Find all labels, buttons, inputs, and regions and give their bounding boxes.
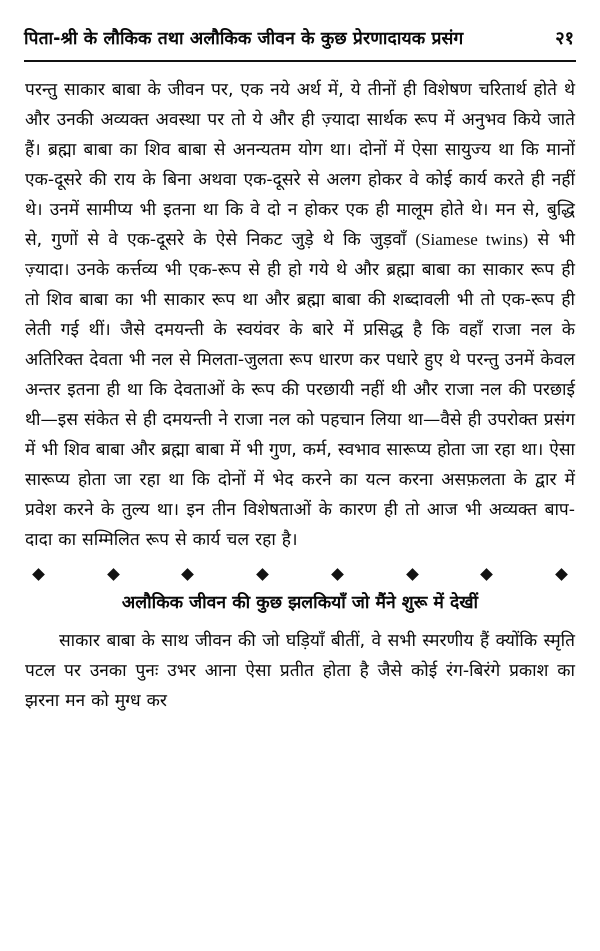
section-subheading: अलौकिक जीवन की कुछ झलकियाँ जो मैंने शुरू में देखीं: [121, 592, 479, 613]
header-title: पिता-श्री के लौकिक तथा अलौकिक जीवन के कुछ प्रेरणादायक प्रसंग: [24, 29, 464, 49]
page-number: २१: [555, 28, 574, 49]
diamond-icon: [480, 568, 493, 581]
siamese-twins-latin-term: (Siamese twins): [415, 230, 529, 250]
paragraph-one-text-before: परन्तु साकार बाबा के जीवन पर, एक नये अर्थ में, ये तीनों ही विशेषण चरितार्थ होते थे और उनकी अव्यक्त अवस्था पर तो ये और ही ज़्यादा सार्थक रूप में अनुभव किये जाते हैं। ब्रह्मा बाबा का शिव बाबा से अनन्यतम योग था। दोनों में ऐसा सायुज्य था कि मानों एक-दूसरे की राय के बिना अथवा एक-दूसरे से अलग होकर वे कोई कार्य करते ही नहीं थे। उनमें सामीप्य भी इतना था कि वे दो न होकर एक ही मालूम होते थे। मन से, बुद्धि से, गुणों से वे एक-दूसरे के ऐसे निकट जुड़े थे कि जुड़वाँ: [25, 79, 575, 251]
header-divider-rule: [24, 60, 576, 62]
body-paragraph-two: [22, 627, 578, 717]
diamond-icon: [406, 568, 419, 581]
diamond-icon: [555, 568, 568, 581]
body-paragraph-one: [22, 76, 578, 556]
diamond-icon: [32, 568, 45, 581]
diamond-icon: [107, 568, 120, 581]
diamond-divider: [22, 570, 578, 579]
diamond-icon: [256, 568, 269, 581]
paragraph-one-text-after: से भी ज़्यादा। उनके कर्त्तव्य भी एक-रूप से ही हो गये थे और ब्रह्मा बाबा का साकार रूप ही तो शिव बाबा का भी साकार रूप था और ब्रह्मा बाबा की शब्दावली भी तो एक-रूप ही लेती गई थीं। जैसे दमयन्ती के स्वयंवर के बारे में प्रसिद्ध है कि वहाँ राजा नल के अतिरिक्त देवता भी नल से मिलता-जुलता रूप धारण कर पधारे हुए थे परन्तु उनमें केवल अन्तर इतना ही था कि देवताओं के रूप की परछायी नहीं थी और राजा नल की परछाई थी—इस संकेत से ही दमयन्ती ने राजा नल को पहचान लिया था—वैसे ही उपरोक्त प्रसंग में भी शिव बाबा और ब्रह्मा बाबा में भी गुण, कर्म, स्वभाव सारूप्य होता जा रहा था। ऐसा सारूप्य होता जा रहा था कि दोनों में भेद करने का यत्न करना असफ़लता के द्वार में प्रवेश करने के तुल्य था। इन तीन विशेषताओं के कारण ही तो आज भी अव्यक्त बाप-दादा का सम्मिलित रूप से कार्य चल रहा है।: [25, 230, 575, 550]
page-header: [22, 26, 578, 51]
paragraph-two-text: साकार बाबा के साथ जीवन की जो घड़ियाँ बीतीं, वे सभी स्मरणीय हैं क्योंकि स्मृति पटल पर उनका पुनः उभर आना ऐसा प्रतीत होता है जैसे कोई रंग-बिरंगे प्रकाश का झरना मन को मुग्ध कर: [25, 631, 575, 711]
diamond-icon: [182, 568, 195, 581]
diamond-icon: [331, 568, 344, 581]
